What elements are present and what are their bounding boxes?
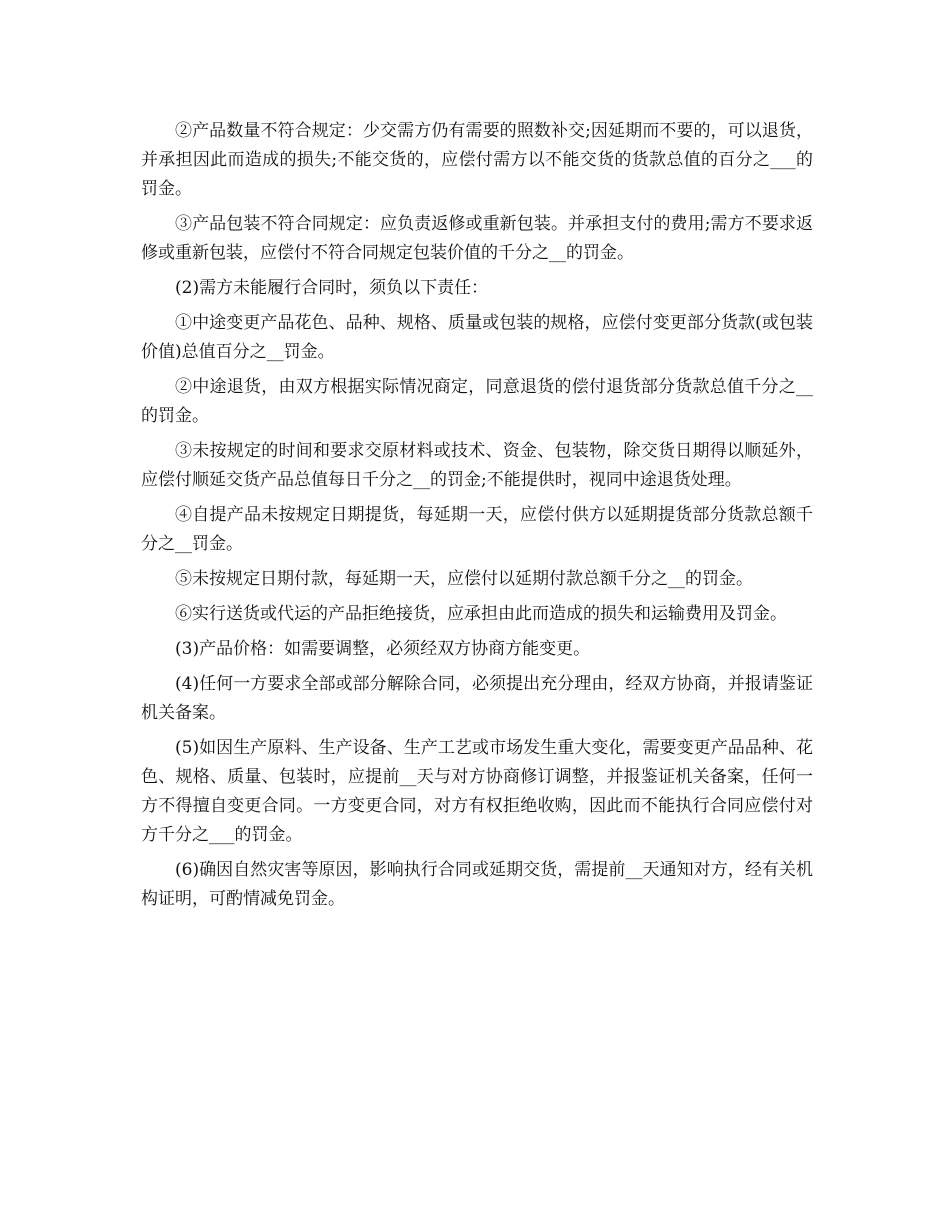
- paragraph-major-change: (5)如因生产原料、生产设备、生产工艺或市场发生重大变化，需要变更产品品种、花色、规格、质量、包装时，应提前__天与对方协商修订调整，并报鉴证机关备案，任何一方不得擅自变更合同。一方变更合同，对方有权拒绝收购，因此而不能执行合同应偿付对方千分之___的罚金。: [141, 738, 813, 845]
- paragraph-midway-return: ②中途退货，由双方根据实际情况商定，同意退货的偿付退货部分货款总值千分之__的罚金。: [141, 377, 813, 426]
- paragraph-quantity-nonconformity: ②产品数量不符合规定：少交需方仍有需要的照数补交;因延期而不要的，可以退货，并承担因此而造成的损失;不能交货的，应偿付需方以不能交货的货款总值的百分之___的罚金。: [141, 121, 813, 199]
- paragraph-pickup-delay: ④自提产品未按规定日期提货，每延期一天，应偿付供方以延期提货部分货款总额千分之__罚金。: [141, 505, 813, 554]
- paragraph-contract-termination: (4)任何一方要求全部或部分解除合同，必须提出充分理由，经双方协商，并报请鉴证机关备案。: [141, 674, 813, 723]
- paragraph-materials-delay: ③未按规定的时间和要求交原材料或技术、资金、包装物，除交货日期得以顺延外，应偿付顺延交货产品总值每日千分之__的罚金;不能提供时，视同中途退货处理。: [141, 441, 813, 490]
- paragraph-force-majeure: (6)确因自然灾害等原因，影响执行合同或延期交货，需提前__天通知对方，经有关机构证明，可酌情减免罚金。: [141, 860, 813, 909]
- paragraph-buyer-liability-heading: (2)需方未能履行合同时，须负以下责任：: [175, 278, 489, 298]
- paragraph-refuse-delivery: ⑥实行送货或代运的产品拒绝接货，应承担由此而造成的损失和运输费用及罚金。: [175, 604, 787, 624]
- paragraph-midway-change: ①中途变更产品花色、品种、规格、质量或包装的规格，应偿付变更部分货款(或包装价值)总值百分之__罚金。: [141, 313, 813, 362]
- paragraph-price-adjustment: (3)产品价格：如需要调整，必须经双方协商方能变更。: [175, 639, 591, 659]
- document-body: [141, 117, 813, 920]
- paragraph-payment-delay: ⑤未按规定日期付款，每延期一天，应偿付以延期付款总额千分之__的罚金。: [175, 569, 753, 589]
- paragraph-packaging-nonconformity: ③产品包装不符合同规定：应负责返修或重新包装。并承担支付的费用;需方不要求返修或重新包装，应偿付不符合同规定包装价值的千分之__的罚金。: [141, 214, 813, 263]
